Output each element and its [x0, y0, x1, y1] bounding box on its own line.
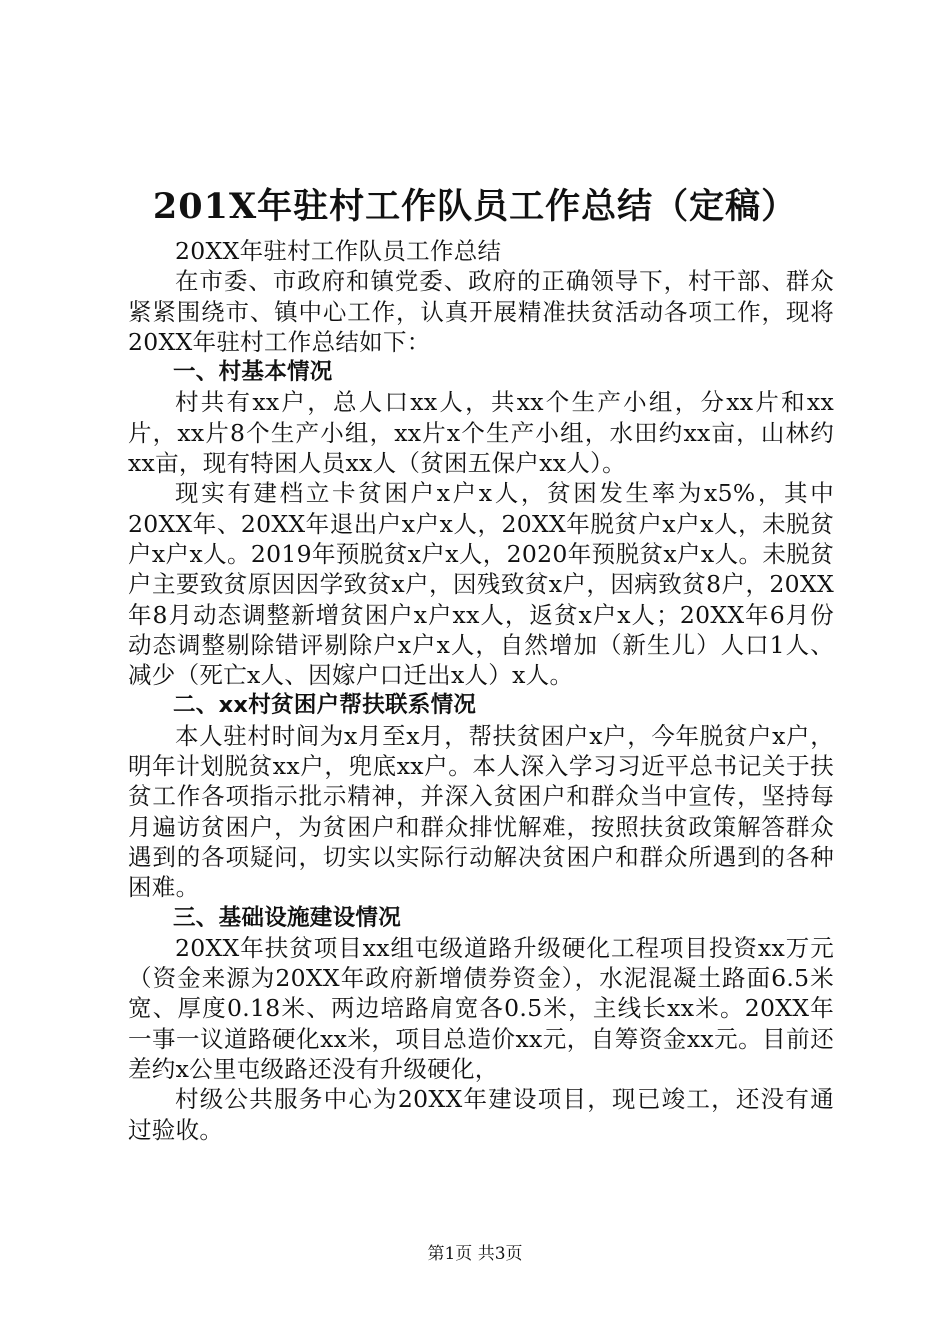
page-number-footer: 第1页 共3页	[427, 1244, 523, 1264]
body-paragraph: 20XX年扶贫项目xx组屯级道路升级硬化工程项目投资xx万元（资金来源为20XX年政府新增债券资金），水泥混凝土路面6.5米宽、厚度0.18米、两边培路肩宽各0.5米，主线长xx米。20XX年一事一议道路硬化xx米，项目总造价xx元，自筹资金xx元。目前还差约x公里屯级路还没有升级硬化，	[128, 933, 834, 1084]
body-paragraph: 现实有建档立卡贫困户x户x人，贫困发生率为x5%，其中20XX年、20XX年退出户x户x人，20XX年脱贫户x户x人，未脱贫户x户x人。2019年预脱贫x户x人，2020年预脱贫x户x人。未脱贫户主要致贫原因因学致贫x户，因残致贫x户，因病致贫8户，20XX年8月动态调整新增贫困户x户xx人，返贫x户x人；20XX年6月份动态调整剔除错评剔除户x户x人，自然增加（新生儿）人口1人、减少（死亡x人、因嫁户口迁出x人）x人。	[128, 479, 834, 690]
document-title: 201X年驻村工作队员工作总结（定稿）	[152, 186, 798, 227]
section-heading: 一、村基本情况	[173, 359, 333, 386]
body-paragraph: 在市委、市政府和镇党委、政府的正确领导下，村干部、群众紧紧围绕市、镇中心工作，认真开展精准扶贫活动各项工作，现将20XX年驻村工作总结如下：	[128, 267, 834, 356]
section-heading: 二、xx村贫困户帮扶联系情况	[173, 692, 477, 719]
body-paragraph: 村共有xx户，总人口xx人，共xx个生产小组，分xx片和xx片，xx片8个生产小组，xx片x个生产小组，水田约xx亩，山林约xx亩，现有特困人员xx人（贫困五保户xx人）。	[128, 388, 834, 478]
section-heading: 三、基础设施建设情况	[173, 904, 402, 931]
body-paragraph: 本人驻村时间为x月至x月，帮扶贫困户x户，今年脱贫户x户，明年计划脱贫xx户，兜底xx户。本人深入学习习近平总书记关于扶贫工作各项指示批示精神，并深入贫困户和群众当中宣传，坚持每月遍访贫困户，为贫困户和群众排忧解难，按照扶贫政策解答群众遇到的各项疑问，切实以实际行动解决贫困户和群众所遇到的各种困难。	[128, 721, 834, 902]
document-body	[128, 236, 834, 1145]
body-paragraph: 20XX年驻村工作队员工作总结	[175, 237, 502, 265]
body-paragraph: 村级公共服务中心为20XX年建设项目，现已竣工，还没有通过验收。	[128, 1085, 834, 1144]
